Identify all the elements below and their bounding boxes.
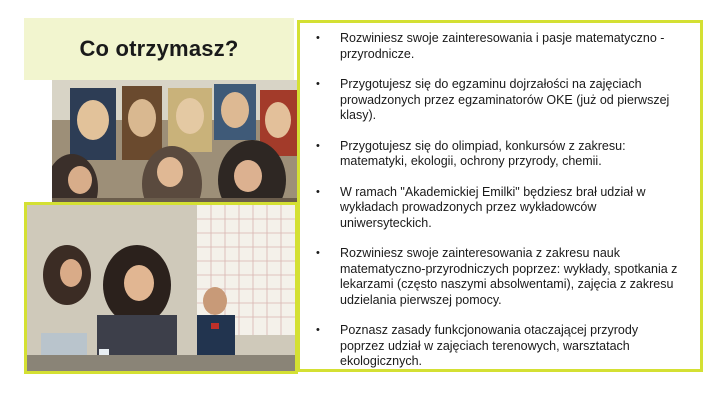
bullet-list-box [297, 20, 703, 372]
slide-title-box [24, 18, 294, 80]
list-item-text: W ramach "Akademickiej Emilki" będziesz brał udział w wykładach prowadzonych przez wykładowców uniwersyteckich. [340, 184, 646, 230]
list-item-text: Rozwiniesz swoje zainteresowania z zakresu nauk matematyczno-przyrodniczych poprzez: wykłady, spotkania z lekarzami (często naszymi absolwentami), zajęcia z zakresu udzielania pierwszej pomocy. [340, 246, 678, 307]
bullet-marker: • [316, 78, 320, 90]
list-item [314, 185, 686, 232]
list-item [314, 31, 686, 62]
bullet-marker: • [316, 324, 320, 336]
bullet-marker: • [316, 32, 320, 44]
list-item-text: Rozwiniesz swoje zainteresowania i pasje matematyczno - przyrodnicze. [340, 31, 665, 61]
benefits-list [314, 31, 686, 370]
list-item [314, 77, 686, 124]
photo-students-in-lab [24, 202, 298, 374]
list-item [314, 246, 686, 308]
list-item-text: Przygotujesz się do olimpiad, konkursów z zakresu: matematyki, ekologii, ochrony przyrody, chemii. [340, 138, 626, 168]
bullet-marker: • [316, 185, 320, 198]
bullet-marker: • [316, 139, 320, 152]
list-item [314, 139, 686, 170]
bullet-marker: • [316, 247, 320, 259]
list-item-text: Poznasz zasady funkcjonowania otaczającej przyrody poprzez udział w zajęciach terenowych, warsztatach ekologicznych. [340, 323, 639, 368]
list-item [314, 323, 686, 370]
photo-students-with-portraits [52, 80, 298, 212]
list-item-text: Przygotujesz się do egzaminu dojrzałości na zajęciach prowadzonych przez egzaminatorów OKE (już od pierwszej klasy). [340, 77, 670, 122]
slide-title: Co otrzymasz? [79, 36, 239, 61]
